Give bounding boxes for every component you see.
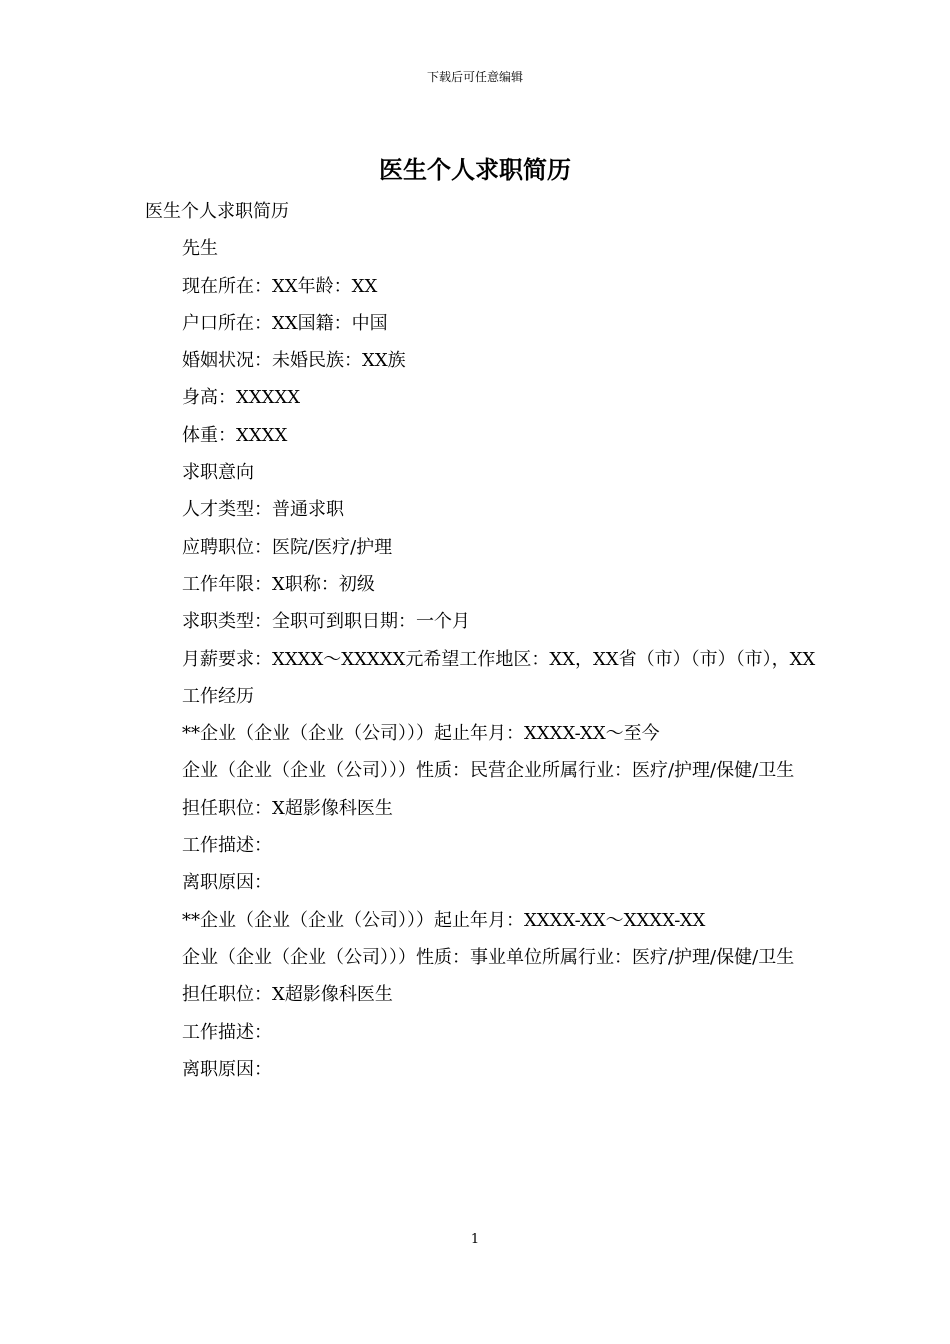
paragraph: 工作描述： [182,1021,272,1043]
paragraph: 应聘职位：医院/医疗/护理 [182,536,393,558]
paragraph: 工作年限：X职称：初级 [182,573,375,595]
paragraph: **企业（企业（企业（公司）））起止年月：XXXX-XX～XXXX-XX [182,909,706,931]
paragraph: 离职原因： [182,872,272,894]
page-number: 1 [470,1232,480,1247]
section-heading: 工作经历 [182,685,254,707]
document-title: 医生个人求职简历 [379,155,571,184]
document-body [145,193,825,1088]
section-heading: 求职意向 [182,462,254,484]
paragraph: 婚姻状况：未婚民族：XX族 [182,350,406,372]
paragraph: 现在所在：XX年龄：XX [182,275,378,297]
paragraph: 先生 [182,238,218,260]
paragraph: 医生个人求职简历 [145,201,289,222]
paragraph: 月薪要求：XXXX～XXXXX元希望工作地区：XX，XX省（市）（市）（市），XX [182,648,816,670]
paragraph: **企业（企业（企业（公司）））起止年月：XXXX-XX～至今 [182,723,660,745]
paragraph: 人才类型：普通求职 [182,499,344,521]
paragraph: 担任职位：X超影像科医生 [182,984,393,1006]
paragraph: 担任职位：X超影像科医生 [182,797,393,819]
paragraph: 工作描述： [182,835,272,857]
paragraph: 户口所在：XX国籍：中国 [182,312,388,334]
paragraph: 体重：XXXX [182,424,288,446]
paragraph: 企业（企业（企业（公司）））性质：民营企业所属行业：医疗/护理/保健/卫生 [182,760,795,782]
paragraph: 求职类型：全职可到职日期：一个月 [182,611,470,633]
header-note: 下载后可任意编辑 [426,70,523,84]
paragraph: 企业（企业（企业（公司）））性质：事业单位所属行业：医疗/护理/保健/卫生 [182,946,795,968]
paragraph: 身高：XXXXX [182,387,301,409]
paragraph: 离职原因： [182,1058,272,1080]
